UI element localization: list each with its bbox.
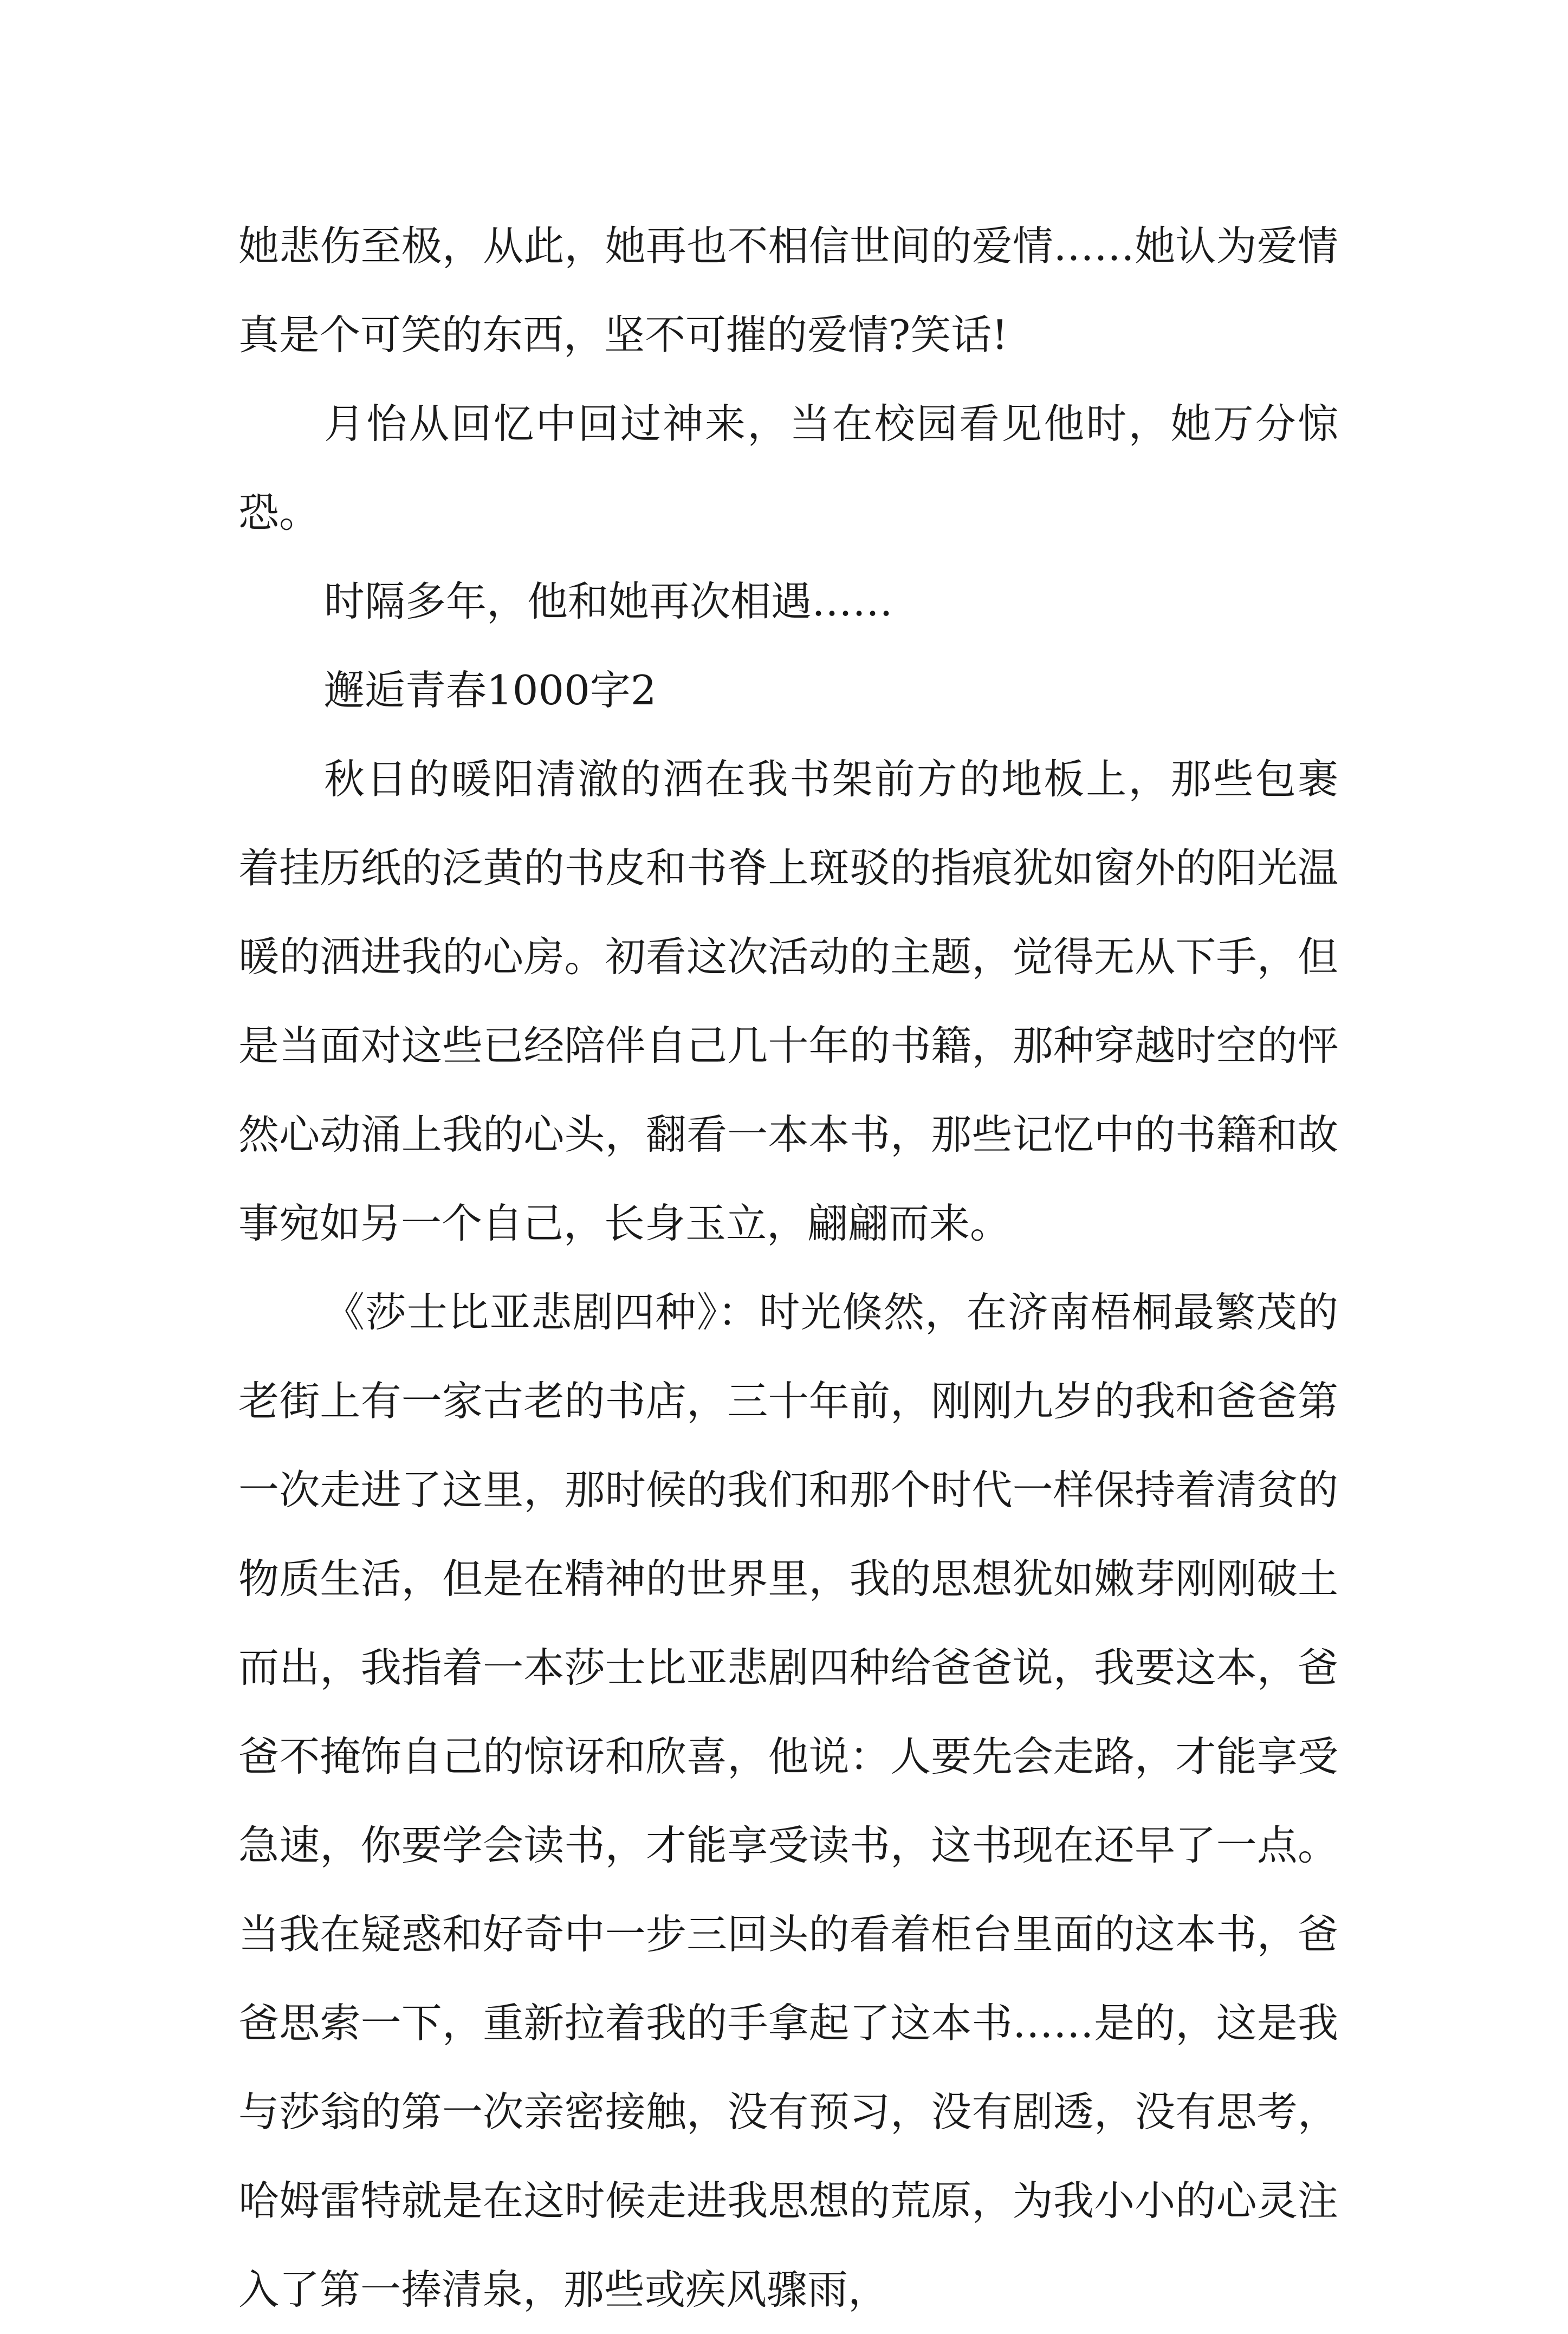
paragraph-autumn-sunlight: 秋日的暖阳清澈的洒在我书架前方的地板上，那些包裹着挂历纸的泛黄的书皮和书脊上斑驳的指痕犹如窗外的阳光温暖的洒进我的心房。初看这次活动的主题，觉得无从下手，但是当面对这些已经陪伴自己几十年的书籍，那种穿越时空的怦然心动涌上我的心头，翻看一本本书，那些记忆中的书籍和故事宛如另一个自己，长身玉立，翩翩而来。 bbox=[238, 755, 1338, 1247]
section-heading: 邂逅青春1000字2 bbox=[324, 666, 657, 714]
document-body bbox=[238, 202, 1338, 2334]
paragraph-shakespeare: 《莎士比亚悲剧四种》：时光倏然，在济南梧桐最繁茂的老街上有一家古老的书店，三十年前，刚刚九岁的我和爸爸第一次走进了这里，那时候的我们和那个时代一样保持着清贫的物质生活，但是在精神的世界里，我的思想犹如嫩芽刚刚破土而出，我指着一本莎士比亚悲剧四种给爸爸说，我要这本，爸爸不掩饰自己的惊讶和欣喜，他说：人要先会走路，才能享受急速，你要学会读书，才能享受读书，这书现在还早了一点。当我在疑惑和好奇中一步三回头的看着柜台里面的这本书，爸爸思索一下，重新拉着我的手拿起了这本书……是的，这是我与莎翁的第一次亲密接触，没有预习，没有剧透，没有思考，哈姆雷特就是在这时候走进我思想的荒原，为我小小的心灵注入了第一捧清泉，那些或疾风骤雨， bbox=[238, 1288, 1338, 2313]
paragraph-reunion: 时隔多年，他和她再次相遇…… bbox=[324, 578, 893, 625]
paragraph-continued: 她悲伤至极，从此，她再也不相信世间的爱情……她认为爱情真是个可笑的东西，坚不可摧的爱情?笑话! bbox=[238, 222, 1338, 359]
paragraph-recollection: 月怡从回忆中回过神来，当在校园看见他时，她万分惊恐。 bbox=[238, 400, 1338, 536]
